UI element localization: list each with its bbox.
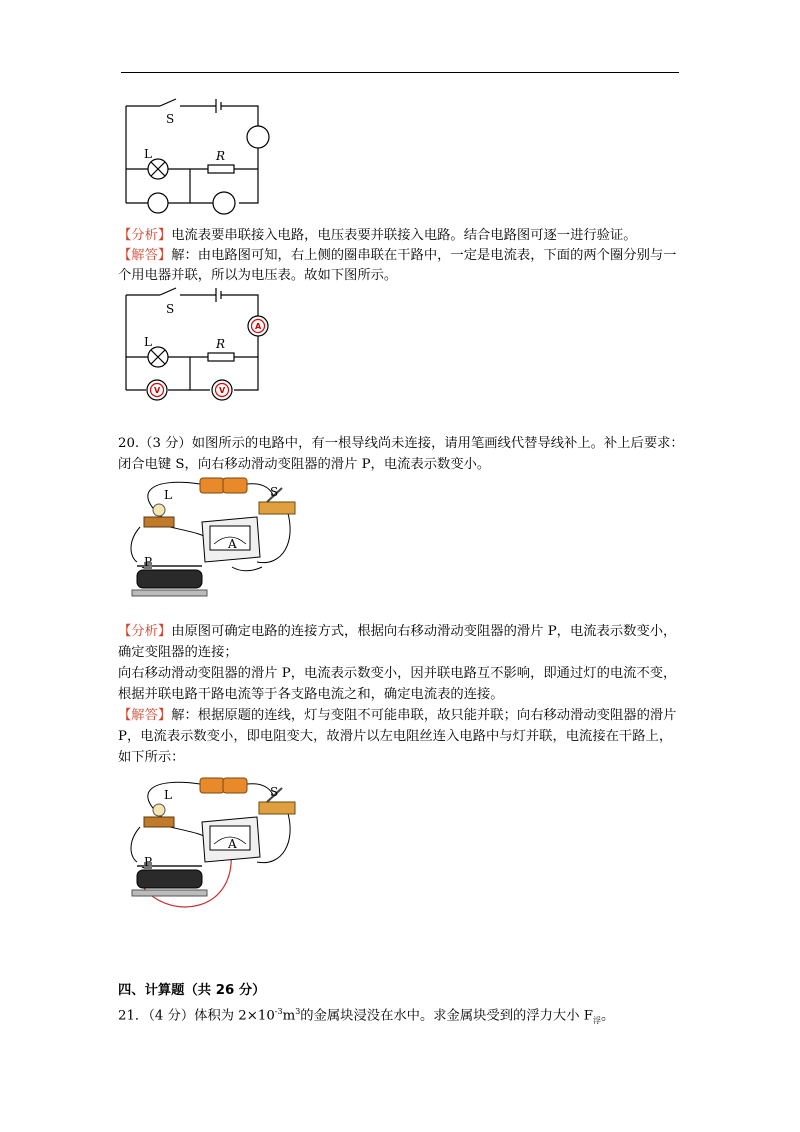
q20-line2: 闭合电键 S，向右移动滑动变阻器的滑片 P，电流表示数变小。 [118,457,491,472]
q19-answer-line2: 个用电器并联，所以为电压表。故如下图所示。 [118,268,398,283]
meter-label: A [228,837,237,851]
q20-analysis-line1: 【分析】由原图可确定电路的连接方式，根据向右移动滑动变阻器的滑片 P，电流表示数变小， [118,624,677,639]
lamp-label: L [144,335,152,349]
switch-label: S [270,785,279,799]
circuit-diagram-1 [118,96,278,216]
apparatus-illustration-1 [122,472,312,607]
circuit-diagram-2 [118,283,278,403]
q20-answer-line1: 【解答】解：根据原题的连线，灯与变阻不可能串联，故只能并联；向右移动滑动变阻器的滑片 [118,708,677,723]
resistor-label: R [216,149,226,163]
q20-answer-line3: 如下所示： [118,750,185,765]
q20-analysis-line4: 根据并联电路干路电流等于各支路电流之和，确定电流表的连接。 [118,687,504,702]
q20-analysis-line3: 向右移动滑动变阻器的滑片 P，电流表示数变小，因并联电路互不影响，即通过灯的电流不变， [118,666,677,681]
q19-analysis: 【分析】电流表要串联接入电路，电压表要并联接入电路。结合电路图可逐一进行验证。 [118,228,637,243]
header-rule [121,72,679,73]
ammeter-symbol: A [255,322,262,331]
section-heading: 四、计算题（共 26 分） [118,983,266,998]
q19-answer-line1: 【解答】解：由电路图可知，右上侧的圈串联在干路中，一定是电流表，下面的两个圈分别与一 [118,248,677,263]
q20-analysis-line2: 确定变阻器的连接； [118,645,238,660]
lamp-label: L [164,788,172,802]
slider-label: P [144,555,153,569]
q20-answer-line2: P，电流表示数变小，即电阻变大，故滑片以左电阻丝连入电路中与灯并联，电流接在干路上， [118,729,673,744]
q20-line1: 20.（3 分）如图所示的电路中，有一根导线尚未连接，请用笔画线代替导线补上。补上后要求： [118,436,684,451]
switch-label: S [166,112,175,126]
apparatus-illustration-2 [122,772,312,912]
q21-text: 21．（4 分）体积为 $2\times 10^{-3}m^3$的金属块浸没在水中。求金属块受到的浮力大小 $F_浮$。 [118,1007,615,1026]
switch-label: S [270,485,279,499]
resistor-label: R [216,337,226,351]
voltmeter-symbol-right: V [219,386,226,395]
meter-label: A [228,537,237,551]
lamp-label: L [144,147,152,161]
switch-label: S [166,302,175,316]
voltmeter-symbol-left: V [154,386,161,395]
slider-label: P [144,855,153,869]
lamp-label: L [164,488,172,502]
